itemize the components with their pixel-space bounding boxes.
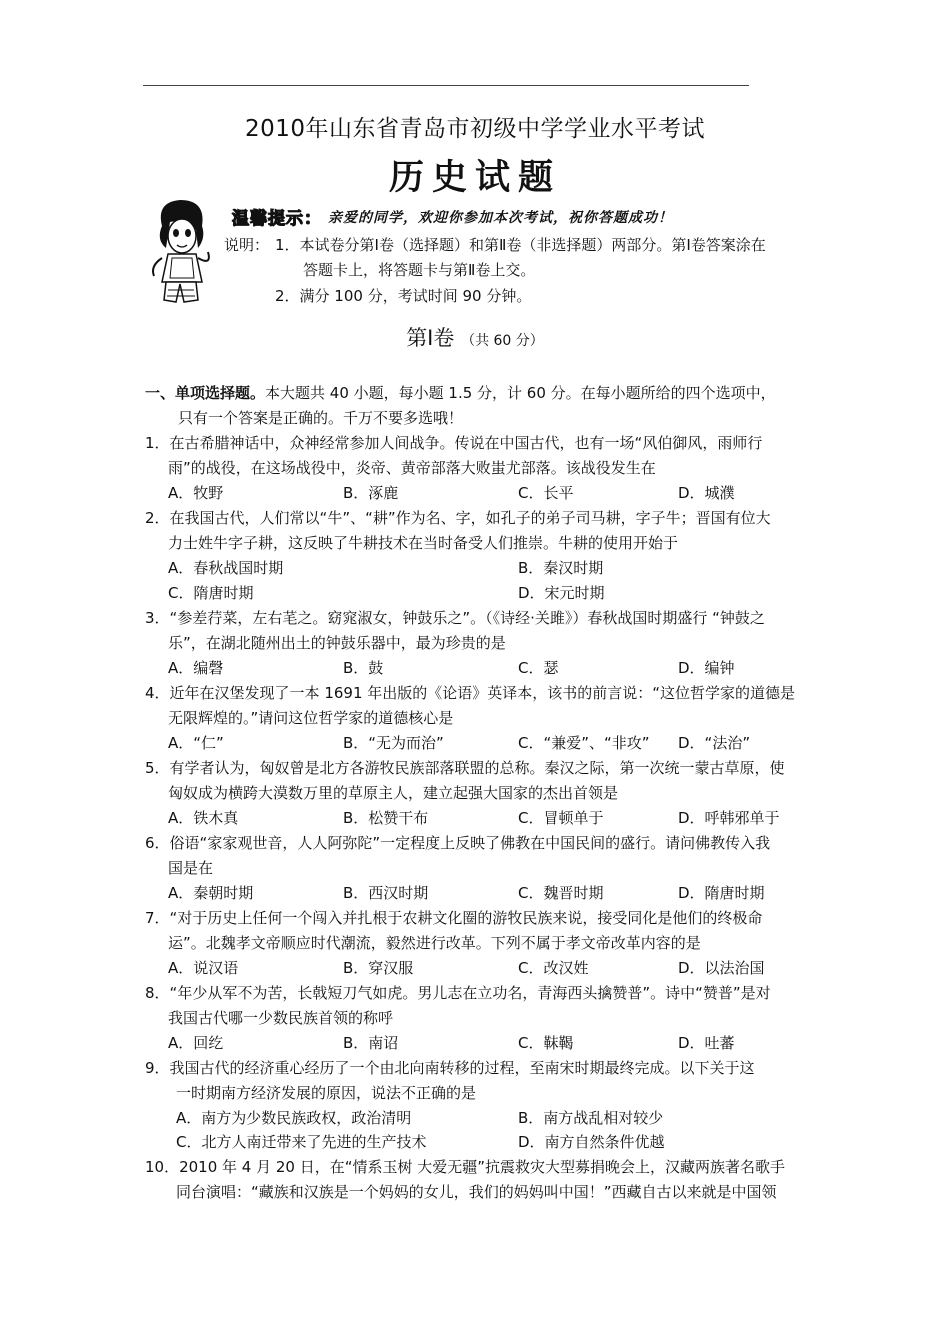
question-stem-line-1: “参差荇菜，左右芼之。窈窕淑女，钟鼓乐之”。（《诗经·关雎》）春秋战国时期盛行 “钟鼓之	[169, 609, 765, 627]
question-10	[145, 1157, 785, 1177]
section-intro-line-2: 只有一个答案是正确的。千万不要多选哦！	[178, 409, 464, 427]
exam-title: 2010年山东省青岛市初级中学学业水平考试	[244, 116, 706, 142]
question-stem-line-1: 我国古代的经济重心经历了一个由北向南转移的过程，至南宋时期最终完成。以下关于这	[169, 1059, 755, 1077]
note-1-line-2: 答题卡上，将答题卡与第Ⅱ卷上交。	[303, 261, 536, 279]
question-3	[145, 608, 765, 628]
question-stem-line-2: 一时期南方经济发展的原因，说法不正确的是	[176, 1084, 477, 1102]
question-stem-line-2: 匈奴成为横跨大漠数万里的草原主人，建立起强大国家的杰出首领是	[168, 784, 619, 802]
volume-points: （共 60 分）	[461, 333, 544, 349]
question-9	[145, 1058, 755, 1078]
question-stem-line-1: 2010 年 4 月 20 日，在“情系玉树 大爱无疆”抗震救灾大型募捐晚会上，汉藏两族著名歌手	[179, 1158, 786, 1176]
option-c: C．长平	[518, 484, 574, 502]
question-6	[145, 833, 770, 853]
question-number: 3．	[145, 609, 170, 627]
option-b: B．松赞干布	[343, 809, 429, 827]
question-stem-line-2: 运”。北魏孝文帝顺应时代潮流，毅然进行改革。下列不属于孝文帝改革内容的是	[168, 934, 701, 952]
option-b: B．“无为而治”	[343, 734, 444, 752]
option-c: C．靺鞨	[518, 1034, 574, 1052]
option-c: C．魏晋时期	[518, 884, 604, 902]
tip-text: 亲爱的同学，欢迎你参加本次考试，祝你答题成功！	[328, 209, 673, 226]
option-c: C．“兼爱”、“非攻”	[518, 734, 650, 752]
question-stem-line-1: 近年在汉堡发现了一本 1691 年出版的《论语》英译本，该书的前言说：“这位哲学家的道德是	[169, 684, 796, 702]
question-stem-line-1: “年少从军不为苦，长戟短刀气如虎。男儿志在立功名，青海西头擒赞普”。诗中“赞普”是对	[169, 984, 771, 1002]
volume-title: 第Ⅰ卷	[406, 326, 455, 350]
option-b: B．穿汉服	[343, 959, 414, 977]
option-d: D．宋元时期	[518, 584, 605, 602]
tip-label: 温馨提示：	[232, 209, 322, 229]
option-d: D．“法治”	[678, 734, 751, 752]
question-1	[145, 433, 762, 453]
question-7	[145, 908, 762, 928]
header-rule	[143, 85, 749, 86]
option-b: B．南方战乱相对较少	[518, 1109, 664, 1127]
option-d: D．南方自然条件优越	[518, 1133, 665, 1151]
option-a: A．南方为少数民族政权，政治清明	[176, 1109, 412, 1127]
option-c: C．北方人南迁带来了先进的生产技术	[176, 1133, 427, 1151]
option-d: D．城濮	[678, 484, 735, 502]
volume-heading	[0, 322, 950, 352]
question-stem-line-1: 在古希腊神话中，众神经常参加人间战争。传说在中国古代，也有一场“风伯御风，雨师行	[169, 434, 763, 452]
option-a: A．秦朝时期	[168, 884, 254, 902]
question-stem-line-2: 我国古代哪一少数民族首领的称呼	[168, 1009, 394, 1027]
note-1-line-1: 1．本试卷分第Ⅰ卷（选择题）和第Ⅱ卷（非选择题）两部分。第Ⅰ卷答案涂在	[275, 236, 766, 254]
cartoon-girl-icon	[148, 196, 214, 306]
notes-prefix: 说明：	[224, 236, 270, 254]
option-d: D．呼韩邪单于	[678, 809, 780, 827]
note-2: 2．满分 100 分，考试时间 90 分钟。	[275, 287, 532, 305]
question-number: 1．	[145, 434, 170, 452]
question-number: 6．	[145, 834, 170, 852]
option-b: B．秦汉时期	[518, 559, 604, 577]
option-c: C．冒顿单于	[518, 809, 604, 827]
question-stem-line-2: 无限辉煌的。”请问这位哲学家的道德核心是	[168, 709, 454, 727]
section-heading	[145, 383, 776, 403]
option-d: D．以法治国	[678, 959, 765, 977]
question-number: 10．	[145, 1158, 180, 1176]
question-stem-line-2: 同台演唱：“藏族和汉族是一个妈妈的女儿，我们的妈妈叫中国！”西藏自古以来就是中国领	[176, 1183, 777, 1201]
question-5	[145, 758, 785, 778]
exam-subtitle: 历史试题	[388, 157, 561, 198]
question-stem-line-2: 力士姓牛字子耕，这反映了牛耕技术在当时备受人们推崇。牛耕的使用开始于	[168, 534, 679, 552]
option-d: D．隋唐时期	[678, 884, 765, 902]
option-b: B．涿鹿	[343, 484, 399, 502]
question-number: 4．	[145, 684, 170, 702]
option-a: A．牧野	[168, 484, 224, 502]
option-b: B．鼓	[343, 659, 384, 677]
question-stem-line-2: 雨”的战役，在这场战役中，炎帝、黄帝部落大败蚩尤部落。该战役发生在	[168, 459, 656, 477]
option-c: C．隋唐时期	[168, 584, 254, 602]
question-8	[145, 983, 771, 1003]
question-number: 2．	[145, 509, 170, 527]
option-a: A．编磬	[168, 659, 224, 677]
option-c: C．改汉姓	[518, 959, 589, 977]
question-stem-line-2: 乐”，在湖北随州出土的钟鼓乐器中，最为珍贵的是	[168, 634, 506, 652]
question-number: 8．	[145, 984, 170, 1002]
option-a: A．春秋战国时期	[168, 559, 284, 577]
option-b: B．西汉时期	[343, 884, 429, 902]
tip-row	[232, 204, 932, 228]
option-a: A．铁木真	[168, 809, 239, 827]
question-number: 5．	[145, 759, 170, 777]
question-2	[145, 508, 771, 528]
option-c: C．瑟	[518, 659, 559, 677]
option-d: D．吐蕃	[678, 1034, 735, 1052]
section-intro-line-1: 本大题共 40 小题，每小题 1.5 分，计 60 分。在每小题所给的四个选项中，	[265, 384, 776, 402]
option-a: A．“仁”	[168, 734, 224, 752]
question-stem-line-1: “对于历史上任何一个闯入并扎根于农耕文化圈的游牧民族来说，接受同化是他们的终极命	[169, 909, 763, 927]
question-number: 9．	[145, 1059, 170, 1077]
option-b: B．南诏	[343, 1034, 399, 1052]
question-stem-line-2: 国是在	[168, 859, 214, 877]
option-a: A．回纥	[168, 1034, 224, 1052]
section-label: 一、单项选择题。	[145, 384, 266, 402]
option-d: D．编钟	[678, 659, 735, 677]
option-a: A．说汉语	[168, 959, 239, 977]
question-stem-line-1: 有学者认为，匈奴曾是北方各游牧民族部落联盟的总称。秦汉之际，第一次统一蒙古草原，使	[169, 759, 785, 777]
question-4	[145, 683, 795, 703]
question-stem-line-1: 俗语“家家观世音，人人阿弥陀”一定程度上反映了佛教在中国民间的盛行。请问佛教传入我	[169, 834, 771, 852]
question-stem-line-1: 在我国古代，人们常以“牛”、“耕”作为名、字，如孔子的弟子司马耕，字子牛；晋国有位大	[169, 509, 771, 527]
question-number: 7．	[145, 909, 170, 927]
